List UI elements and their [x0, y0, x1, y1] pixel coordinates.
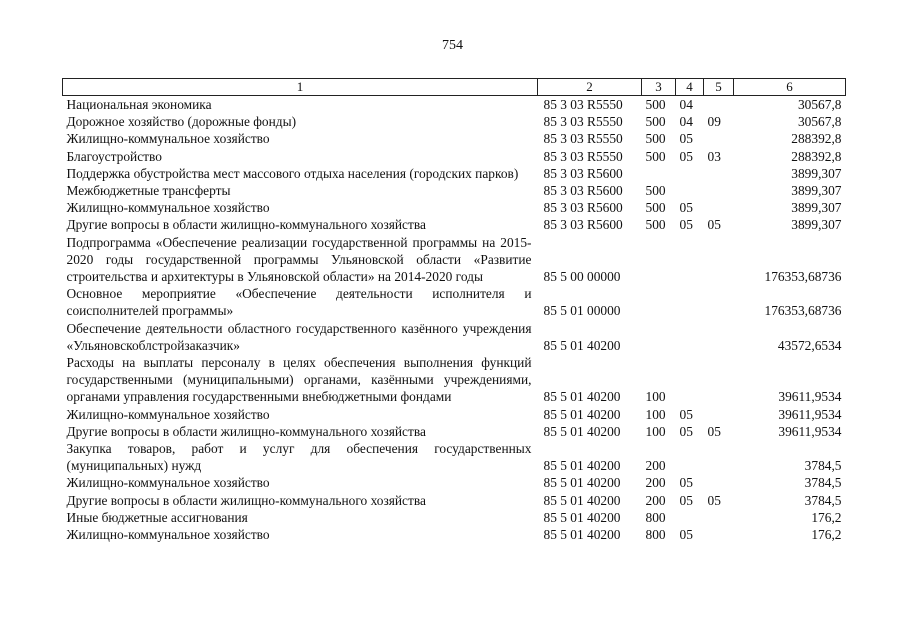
row-col-5: [704, 165, 734, 182]
row-code: 85 3 03 R5600: [543, 217, 623, 233]
header-col-2: 2: [538, 79, 642, 96]
row-col-5: [704, 182, 734, 199]
row-col-5: [704, 509, 734, 526]
row-col-5: [704, 526, 734, 543]
row-amount: 39611,9534: [778, 423, 842, 439]
table-row: [63, 285, 846, 319]
row-col-3: 500: [645, 114, 666, 130]
table-row: [63, 165, 846, 182]
row-col-4: 05: [679, 423, 693, 439]
row-code: 85 5 00 00000: [543, 269, 621, 285]
row-code: 85 5 01 40200: [543, 337, 621, 353]
row-col-5: 05: [707, 423, 721, 439]
row-col-4: 05: [679, 475, 693, 491]
row-col-3: 800: [645, 527, 666, 543]
row-col-3: 500: [645, 97, 666, 112]
row-amount: 3899,307: [791, 165, 842, 181]
row-col-4: 05: [679, 492, 693, 508]
table-row: [63, 182, 846, 199]
row-code: 85 5 01 40200: [543, 458, 621, 474]
table-row: [63, 216, 846, 233]
row-amount: 3784,5: [804, 492, 842, 508]
row-code: 85 5 01 40200: [543, 527, 621, 543]
table-row: [63, 440, 846, 474]
row-code: 85 5 01 40200: [543, 492, 621, 508]
table-header: [63, 79, 846, 96]
table-row: [63, 354, 846, 406]
header-col-1: 1: [63, 79, 538, 96]
row-col-3: [642, 234, 676, 286]
table-row: [63, 148, 846, 165]
row-col-4: [676, 285, 704, 319]
row-col-5: 05: [707, 217, 721, 233]
header-col-4: 4: [676, 79, 704, 96]
row-col-3: 200: [645, 475, 666, 491]
row-name: Другие вопросы в области жилищно-коммунального хозяйства: [66, 423, 426, 439]
row-col-5: [704, 440, 734, 474]
row-amount: 30567,8: [797, 114, 842, 130]
row-name: Закупка товаров, работ и услуг для обеспечения государственных (муниципальных) нужд: [66, 441, 532, 474]
row-name: Иные бюджетные ассигнования: [66, 509, 248, 525]
row-code: 85 3 03 R5600: [543, 183, 623, 199]
header-col-6: 6: [734, 79, 846, 96]
table-row: [63, 199, 846, 216]
table-row: [63, 474, 846, 491]
table-row: [63, 492, 846, 509]
row-amount: 176,2: [811, 527, 842, 543]
row-col-4: 05: [679, 131, 693, 147]
row-code: 85 5 01 40200: [543, 406, 621, 422]
row-code: 85 3 03 R5600: [543, 165, 623, 181]
row-col-3: 500: [645, 148, 666, 164]
row-code: 85 3 03 R5550: [543, 114, 623, 130]
table-row: [63, 423, 846, 440]
row-col-5: [704, 285, 734, 319]
table-row: [63, 509, 846, 526]
row-col-4: 05: [679, 406, 693, 422]
row-col-4: [676, 320, 704, 354]
row-col-4: 05: [679, 200, 693, 216]
row-code: 85 5 01 40200: [543, 389, 621, 405]
row-name: Жилищно-коммунальное хозяйство: [66, 131, 270, 147]
row-col-5: 03: [707, 148, 721, 164]
row-name: Дорожное хозяйство (дорожные фонды): [66, 114, 297, 130]
row-col-4: 04: [679, 114, 693, 130]
row-col-3: 500: [645, 217, 666, 233]
row-amount: 3899,307: [791, 200, 842, 216]
table-row: [63, 96, 846, 114]
row-col-5: 09: [707, 114, 721, 130]
row-name: Жилищно-коммунальное хозяйство: [66, 200, 270, 216]
row-amount: 39611,9534: [778, 389, 842, 405]
row-amount: 288392,8: [791, 148, 842, 164]
row-col-4: 05: [679, 217, 693, 233]
row-col-3: 100: [645, 389, 666, 405]
row-code: 85 5 01 40200: [543, 475, 621, 491]
row-name: Жилищно-коммунальное хозяйство: [66, 475, 270, 491]
row-code: 85 3 03 R5550: [543, 148, 623, 164]
row-col-3: [642, 165, 676, 182]
row-name: Жилищно-коммунальное хозяйство: [66, 406, 270, 422]
row-amount: 3899,307: [791, 217, 842, 233]
row-amount: 30567,8: [797, 97, 842, 112]
row-col-3: [642, 285, 676, 319]
row-col-4: [676, 440, 704, 474]
table-body: [63, 96, 846, 544]
row-col-4: [676, 234, 704, 286]
row-col-5: [704, 474, 734, 491]
row-col-5: [704, 320, 734, 354]
page-number: 754: [442, 38, 463, 53]
header-col-3: 3: [642, 79, 676, 96]
row-col-4: [676, 165, 704, 182]
row-name: Основное мероприятие «Обеспечение деятельности исполнителя и соисполнителей программы»: [66, 286, 532, 319]
row-col-5: [704, 354, 734, 406]
row-code: 85 5 01 40200: [543, 423, 621, 439]
row-col-4: [676, 182, 704, 199]
row-name: Благоустройство: [66, 148, 162, 164]
row-col-3: 200: [645, 492, 666, 508]
row-col-3: 500: [645, 131, 666, 147]
row-code: 85 3 03 R5550: [543, 131, 623, 147]
row-name: Жилищно-коммунальное хозяйство: [66, 527, 270, 543]
row-amount: 176,2: [811, 509, 842, 525]
row-amount: 3784,5: [804, 458, 842, 474]
row-col-5: [704, 96, 734, 114]
row-name: Поддержка обустройства мест массового отдыха населения (городских парков): [66, 165, 519, 181]
row-amount: 3784,5: [804, 475, 842, 491]
row-col-4: 04: [679, 97, 693, 112]
row-col-5: [704, 406, 734, 423]
row-col-4: 05: [679, 148, 693, 164]
row-col-5: [704, 130, 734, 147]
row-amount: 176353,68736: [764, 303, 842, 319]
row-col-3: 200: [645, 458, 666, 474]
row-code: 85 3 03 R5550: [543, 97, 623, 112]
row-name: Другие вопросы в области жилищно-коммунального хозяйства: [66, 217, 426, 233]
budget-table: [62, 78, 846, 543]
table-row: [63, 320, 846, 354]
row-col-3: 500: [645, 200, 666, 216]
row-amount: 176353,68736: [764, 269, 842, 285]
table-row: [63, 130, 846, 147]
table-row: [63, 113, 846, 130]
row-amount: 43572,6534: [777, 337, 842, 353]
row-col-4: [676, 354, 704, 406]
row-name: Другие вопросы в области жилищно-коммунального хозяйства: [66, 492, 426, 508]
row-col-4: 05: [679, 527, 693, 543]
row-col-5: [704, 199, 734, 216]
row-name: Межбюджетные трансферты: [66, 183, 231, 199]
row-amount: 39611,9534: [778, 406, 842, 422]
row-name: Подпрограмма «Обеспечение реализации государственной программы на 2015-2020 годы государственной программы Ульяновской области «Развитие строительства и архитектуры в Ульяновской области» на 2014-2020 годы: [66, 234, 532, 285]
row-col-3: 100: [645, 406, 666, 422]
table-row: [63, 234, 846, 286]
table-row: [63, 406, 846, 423]
row-col-3: 100: [645, 423, 666, 439]
row-amount: 3899,307: [791, 183, 842, 199]
row-col-5: [704, 234, 734, 286]
header-row: [63, 79, 846, 96]
row-name: Расходы на выплаты персоналу в целях обеспечения выполнения функций государственными (муниципальными) органами, казёнными учреждениями, органами управления государственными внебюджетными фондами: [66, 355, 532, 405]
row-code: 85 5 01 40200: [543, 509, 621, 525]
row-code: 85 5 01 00000: [543, 303, 621, 319]
row-col-5: 05: [707, 492, 721, 508]
row-col-3: 500: [645, 183, 666, 199]
table-row: [63, 526, 846, 543]
row-code: 85 3 03 R5600: [543, 200, 623, 216]
row-name: Национальная экономика: [66, 97, 212, 112]
header-col-5: 5: [704, 79, 734, 96]
row-amount: 288392,8: [791, 131, 842, 147]
row-col-3: [642, 320, 676, 354]
row-col-3: 800: [645, 509, 666, 525]
row-col-4: [676, 509, 704, 526]
row-name: Обеспечение деятельности областного государственного казённого учреждения «Ульяновскоблстройзаказчик»: [66, 320, 532, 353]
